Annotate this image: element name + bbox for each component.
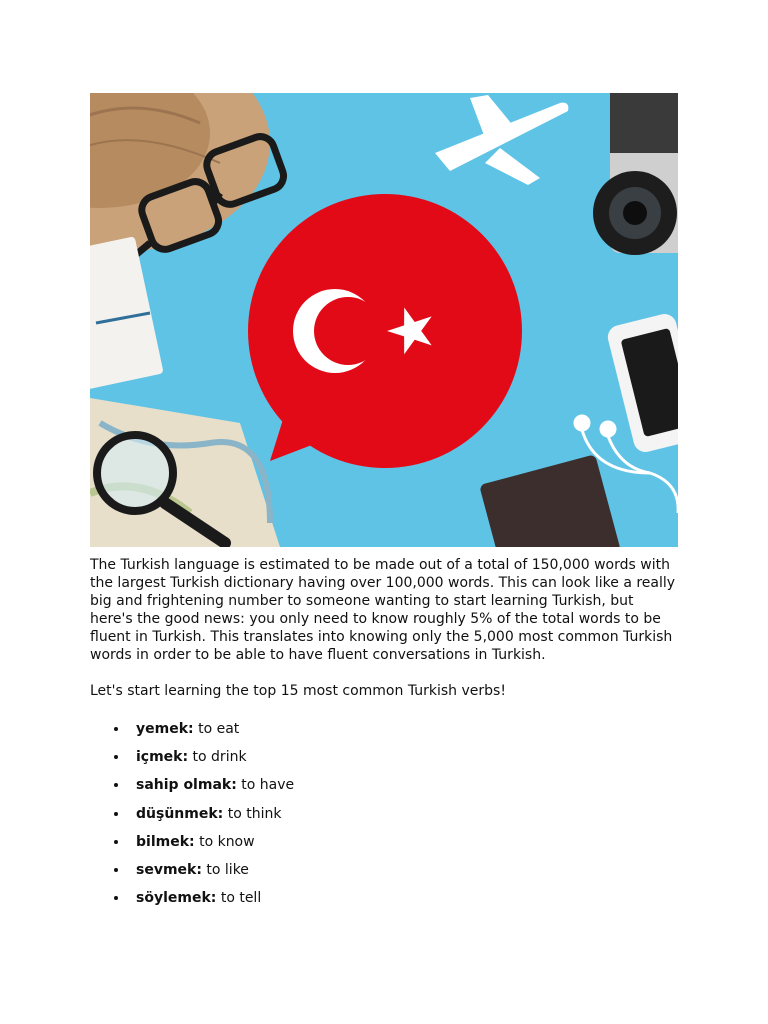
verb-meaning: to tell <box>216 890 262 907</box>
turkish-flag-speech-bubble-icon <box>248 194 522 468</box>
verb-term: sahip olmak: <box>136 777 237 794</box>
list-item <box>90 720 680 748</box>
verb-term: söylemek: <box>136 890 217 907</box>
lead-in-paragraph: Let's start learning the top 15 most common Turkish verbs! <box>90 683 506 699</box>
verb-meaning: to like <box>201 861 249 878</box>
list-item <box>90 748 680 776</box>
verb-term: düşünmek: <box>136 805 224 822</box>
verb-term: bilmek: <box>136 833 195 850</box>
list-item <box>90 805 680 833</box>
verb-meaning: to think <box>223 805 282 822</box>
verb-meaning: to have <box>236 777 295 794</box>
list-item <box>90 861 680 889</box>
hero-image <box>90 93 678 547</box>
list-item <box>90 776 680 804</box>
verb-meaning: to drink <box>188 749 247 766</box>
verb-term: yemek: <box>136 721 194 737</box>
list-item <box>90 833 680 861</box>
intro-paragraph: The Turkish language is estimated to be made out of a total of 150,000 words with the largest Turkish dictionary having over 100,000 words. This can look like a really big and frightening number to someone wanting to start learning Turkish, but here's the good news: you only need to know roughly 5% of the total words to be fluent in Turkish. This translates into knowing only the 5,000 most common Turkish words in order to be able to have fluent conversations in Turkish. <box>90 557 676 663</box>
verb-meaning: to know <box>194 833 255 850</box>
list-item <box>90 889 680 917</box>
verb-term: içmek: <box>136 749 189 766</box>
travel-illustration <box>90 93 678 547</box>
article-body <box>90 556 680 917</box>
verb-term: sevmek: <box>136 861 202 878</box>
verb-meaning: to eat <box>193 721 240 737</box>
verb-list <box>90 720 680 917</box>
